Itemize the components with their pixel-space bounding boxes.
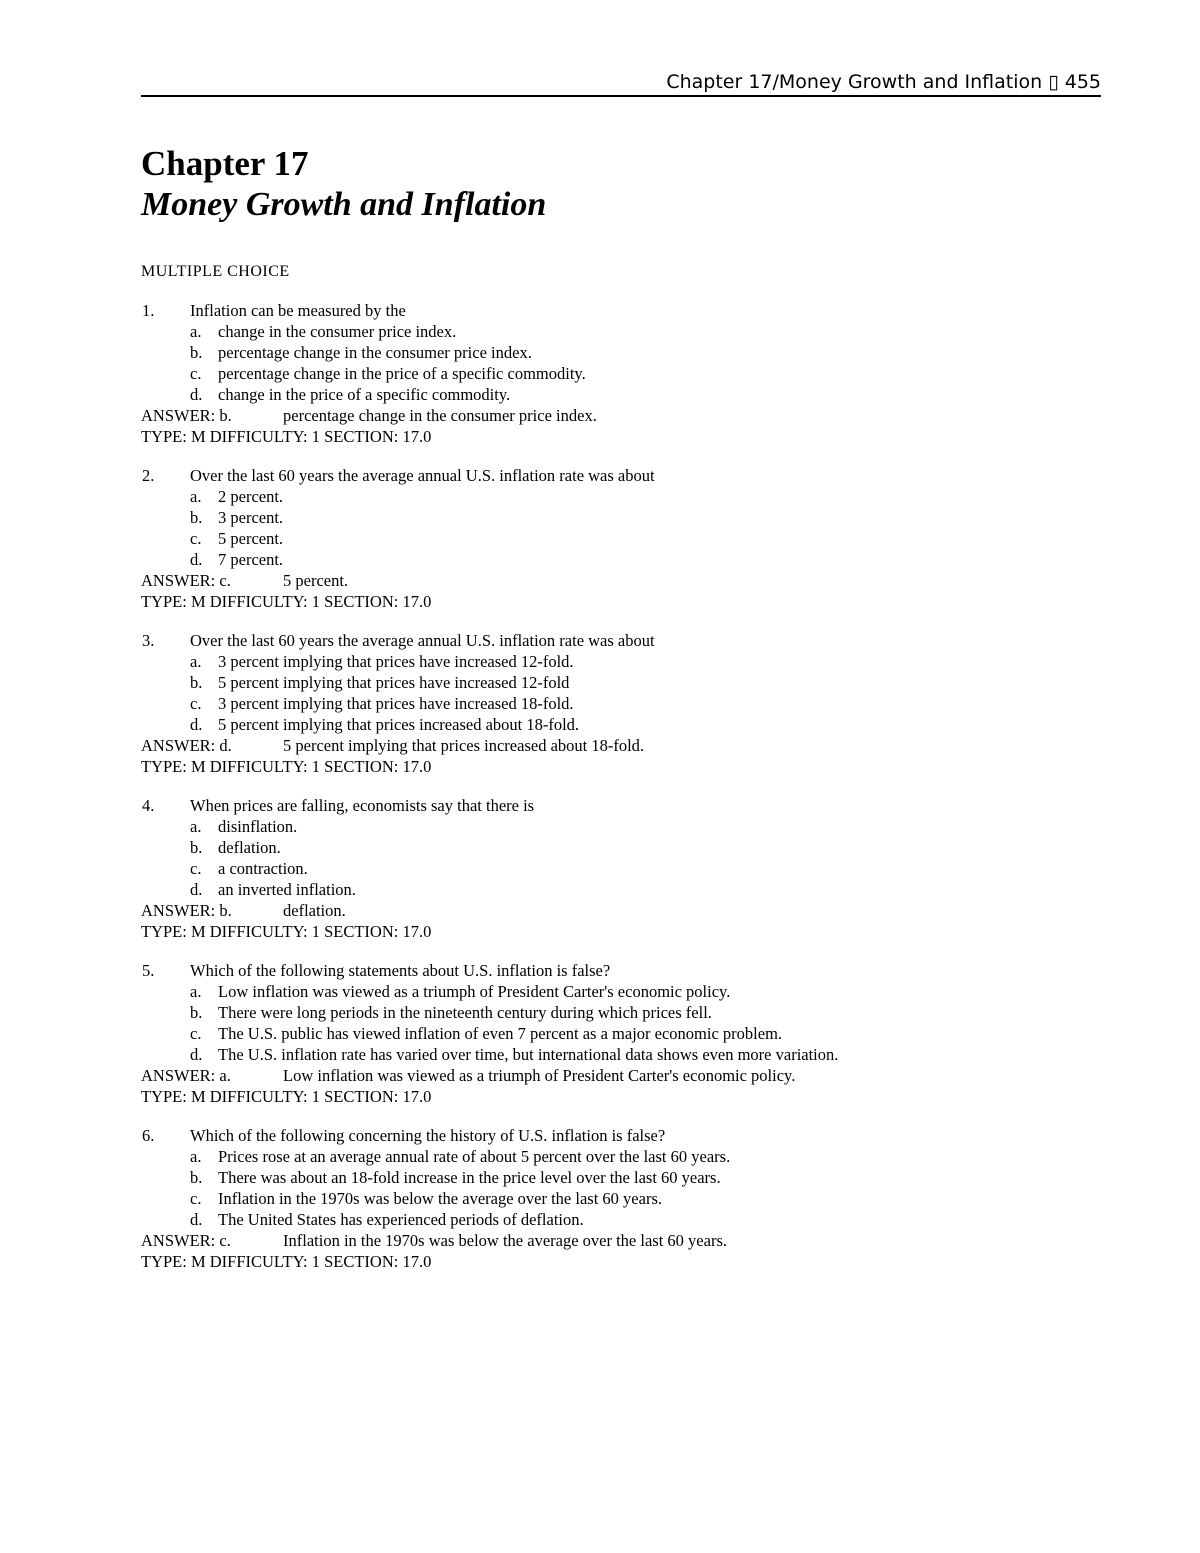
option-text: The U.S. inflation rate has varied over time, but international data shows even more variation.	[218, 1045, 839, 1064]
option-letter: b.	[190, 673, 203, 692]
question-stem	[141, 630, 1101, 651]
answer-label: ANSWER: d.	[141, 736, 232, 755]
section-heading: MULTIPLE CHOICE	[141, 263, 290, 280]
answer-option	[141, 693, 1101, 714]
answer-line	[141, 405, 1101, 426]
header-rule	[141, 95, 1101, 97]
running-header: Chapter 17/Money Growth and Inflation ▯ 455	[666, 71, 1101, 93]
question-meta	[141, 921, 1101, 942]
option-letter: b.	[190, 1168, 203, 1187]
answer-option	[141, 528, 1101, 549]
question-meta	[141, 1086, 1101, 1107]
chapter-number: Chapter 17	[141, 144, 309, 183]
option-text: an inverted inflation.	[218, 880, 356, 899]
answer-option	[141, 486, 1101, 507]
question-stem	[141, 1125, 1101, 1146]
answer-text: 5 percent implying that prices increased about 18-fold.	[283, 736, 645, 755]
option-letter: d.	[190, 1210, 203, 1229]
question-number: 6.	[142, 1126, 155, 1145]
answer-label: ANSWER: c.	[141, 571, 231, 590]
option-text: Prices rose at an average annual rate of about 5 percent over the last 60 years.	[218, 1147, 731, 1166]
question-item	[141, 300, 1101, 447]
option-letter: b.	[190, 508, 203, 527]
option-text: 3 percent implying that prices have increased 18-fold.	[218, 694, 574, 713]
answer-option	[141, 1146, 1101, 1167]
question-number: 3.	[142, 631, 155, 650]
question-text: Over the last 60 years the average annual U.S. inflation rate was about	[190, 466, 655, 485]
option-text: 7 percent.	[218, 550, 284, 569]
answer-line	[141, 735, 1101, 756]
option-text: 2 percent.	[218, 487, 284, 506]
answer-option	[141, 651, 1101, 672]
answer-option	[141, 981, 1101, 1002]
option-letter: c.	[190, 694, 202, 713]
option-letter: a.	[190, 652, 202, 671]
answer-option	[141, 363, 1101, 384]
option-letter: a.	[190, 817, 202, 836]
meta-text: TYPE: M DIFFICULTY: 1 SECTION: 17.0	[141, 592, 432, 611]
question-number: 1.	[142, 301, 155, 320]
option-letter: a.	[190, 982, 202, 1001]
answer-option	[141, 1044, 1101, 1065]
option-letter: a.	[190, 1147, 202, 1166]
answer-option	[141, 1023, 1101, 1044]
meta-text: TYPE: M DIFFICULTY: 1 SECTION: 17.0	[141, 757, 432, 776]
answer-label: ANSWER: c.	[141, 1231, 231, 1250]
question-item	[141, 465, 1101, 612]
answer-option	[141, 1209, 1101, 1230]
option-text: 3 percent.	[218, 508, 284, 527]
question-stem	[141, 960, 1101, 981]
question-item	[141, 630, 1101, 777]
answer-option	[141, 837, 1101, 858]
meta-text: TYPE: M DIFFICULTY: 1 SECTION: 17.0	[141, 427, 432, 446]
question-stem	[141, 300, 1101, 321]
meta-text: TYPE: M DIFFICULTY: 1 SECTION: 17.0	[141, 922, 432, 941]
option-letter: d.	[190, 1045, 203, 1064]
answer-option	[141, 879, 1101, 900]
answer-option	[141, 1167, 1101, 1188]
option-text: a contraction.	[218, 859, 308, 878]
answer-line	[141, 900, 1101, 921]
option-letter: d.	[190, 385, 203, 404]
answer-option	[141, 549, 1101, 570]
answer-text: deflation.	[283, 901, 346, 920]
answer-option	[141, 1002, 1101, 1023]
option-text: Inflation in the 1970s was below the average over the last 60 years.	[218, 1189, 662, 1208]
question-number: 5.	[142, 961, 155, 980]
question-text: Which of the following statements about U.S. inflation is false?	[190, 961, 611, 980]
option-text: 3 percent implying that prices have increased 12-fold.	[218, 652, 574, 671]
answer-option	[141, 816, 1101, 837]
question-meta	[141, 426, 1101, 447]
answer-line	[141, 1065, 1101, 1086]
question-item	[141, 960, 1101, 1107]
option-text: 5 percent.	[218, 529, 284, 548]
question-meta	[141, 591, 1101, 612]
answer-option	[141, 321, 1101, 342]
option-text: 5 percent implying that prices have increased 12-fold	[218, 673, 570, 692]
option-letter: c.	[190, 1024, 202, 1043]
option-text: 5 percent implying that prices increased about 18-fold.	[218, 715, 580, 734]
meta-text: TYPE: M DIFFICULTY: 1 SECTION: 17.0	[141, 1252, 432, 1271]
question-meta	[141, 1251, 1101, 1272]
answer-option	[141, 858, 1101, 879]
option-text: The U.S. public has viewed inflation of even 7 percent as a major economic problem.	[218, 1024, 783, 1043]
answer-label: ANSWER: b.	[141, 406, 232, 425]
option-letter: c.	[190, 1189, 202, 1208]
option-letter: a.	[190, 487, 202, 506]
question-meta	[141, 756, 1101, 777]
question-text: When prices are falling, economists say that there is	[190, 796, 535, 815]
answer-option	[141, 672, 1101, 693]
answer-label: ANSWER: a.	[141, 1066, 231, 1085]
option-text: There were long periods in the nineteenth century during which prices fell.	[218, 1003, 712, 1022]
question-text: Which of the following concerning the history of U.S. inflation is false?	[190, 1126, 666, 1145]
answer-text: Low inflation was viewed as a triumph of President Carter's economic policy.	[283, 1066, 796, 1085]
option-letter: d.	[190, 715, 203, 734]
answer-text: 5 percent.	[283, 571, 349, 590]
answer-label: ANSWER: b.	[141, 901, 232, 920]
option-text: percentage change in the consumer price index.	[218, 343, 532, 362]
answer-option	[141, 507, 1101, 528]
question-list	[141, 300, 1101, 1290]
answer-option	[141, 714, 1101, 735]
question-stem	[141, 465, 1101, 486]
option-text: percentage change in the price of a specific commodity.	[218, 364, 586, 383]
option-text: There was about an 18-fold increase in the price level over the last 60 years.	[218, 1168, 721, 1187]
question-text: Inflation can be measured by the	[190, 301, 406, 320]
question-item	[141, 1125, 1101, 1272]
option-text: The United States has experienced periods of deflation.	[218, 1210, 584, 1229]
answer-line	[141, 1230, 1101, 1251]
answer-text: percentage change in the consumer price index.	[283, 406, 597, 425]
answer-option	[141, 384, 1101, 405]
option-text: deflation.	[218, 838, 281, 857]
answer-text: Inflation in the 1970s was below the average over the last 60 years.	[283, 1231, 727, 1250]
question-number: 4.	[142, 796, 155, 815]
chapter-title: Money Growth and Inflation	[141, 186, 547, 223]
option-letter: b.	[190, 343, 203, 362]
meta-text: TYPE: M DIFFICULTY: 1 SECTION: 17.0	[141, 1087, 432, 1106]
option-letter: d.	[190, 880, 203, 899]
answer-option	[141, 342, 1101, 363]
option-letter: b.	[190, 838, 203, 857]
option-letter: c.	[190, 529, 202, 548]
option-letter: c.	[190, 364, 202, 383]
option-letter: b.	[190, 1003, 203, 1022]
option-text: Low inflation was viewed as a triumph of President Carter's economic policy.	[218, 982, 731, 1001]
question-stem	[141, 795, 1101, 816]
answer-option	[141, 1188, 1101, 1209]
option-text: disinflation.	[218, 817, 298, 836]
option-text: change in the price of a specific commodity.	[218, 385, 511, 404]
answer-line	[141, 570, 1101, 591]
question-text: Over the last 60 years the average annual U.S. inflation rate was about	[190, 631, 655, 650]
question-number: 2.	[142, 466, 155, 485]
option-letter: a.	[190, 322, 202, 341]
option-text: change in the consumer price index.	[218, 322, 457, 341]
option-letter: d.	[190, 550, 203, 569]
question-item	[141, 795, 1101, 942]
option-letter: c.	[190, 859, 202, 878]
